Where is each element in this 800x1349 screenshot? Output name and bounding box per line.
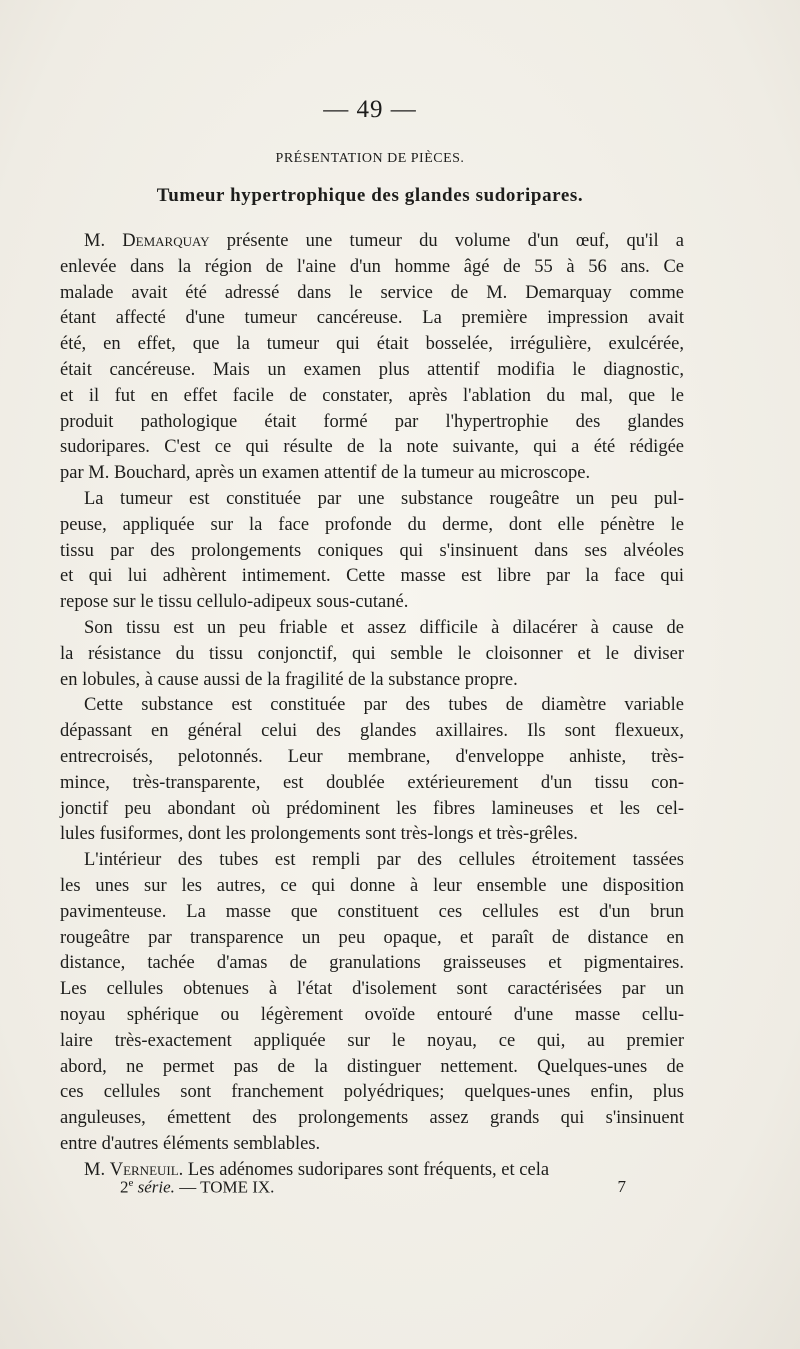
text-line: M. Demarquay présente une tumeur du volume d'un œuf, qu'il a [84,231,685,251]
footer-tome: — TOME IX. [179,1177,275,1197]
text-line: La tumeur est constituée par une substance rougeâtre un peu pul- [84,488,684,509]
paragraph [60,693,684,848]
text-line: enlevée dans la région de l'aine d'un homme âgé de 55 à 56 ans. Ce [60,256,684,277]
text-line: lules fusiformes, dont les prolongements sont très-longs et très-grêles. [60,824,578,845]
text-line: entrecroisés, pelotonnés. Leur membrane, d'enveloppe anhiste, très- [60,746,684,767]
text-line: la résistance du tissu conjonctif, qui semble le cloisonner et le diviser [60,643,684,664]
text-line: jonctif peu abondant où prédominent les fibres lamineuses et les cel- [60,798,684,819]
page-number: — 49 — [323,96,417,123]
text-line: produit pathologique était formé par l'hypertrophie des glandes [60,411,684,432]
section-heading: PRÉSENTATION DE PIÈCES. [275,151,465,166]
text-line: pavimenteuse. La masse que constituent ces cellules est d'un brun [60,901,684,922]
footer-series [120,1177,274,1198]
text-line: étant affecté d'une tumeur cancéreuse. La première impression avait [60,308,684,329]
text-line: entre d'autres éléments semblables. [60,1133,321,1154]
text-line: par M. Bouchard, après un examen attentif de la tumeur au microscope. [60,463,591,484]
text-line: en lobules, à cause aussi de la fragilité de la substance propre. [60,669,518,690]
text-line: malade avait été adressé dans le service de M. Demarquay comme [60,282,684,303]
footer-series-sup: e [128,1177,134,1189]
text-line: et il fut en effet facile de constater, après l'ablation du mal, que le [60,385,684,406]
paragraph [60,848,684,1158]
text-line: rougeâtre par transparence un peu opaque, et paraît de distance en [60,927,684,948]
text-line: était cancéreuse. Mais un examen plus attentif modifia le diagnostic, [60,359,684,380]
paragraph [60,487,684,616]
article-title: Tumeur hypertrophique des glandes sudoripares. [156,185,584,206]
text-line: anguleuses, émettent des prolongements assez grands qui s'insinuent [60,1108,684,1129]
text-line: noyau sphérique ou légèrement ovoïde entouré d'une masse cellu- [60,1004,684,1025]
text-line: Son tissu est un peu friable et assez difficile à dilacérer à cause de [84,617,684,638]
text-line: ces cellules sont franchement polyédriques; quelques-unes enfin, plus [60,1082,684,1103]
text-line: laire très-exactement appliquée sur le noyau, ce qui, au premier [60,1030,684,1051]
text-line: abord, ne permet pas de la distinguer nettement. Quelques-unes de [60,1056,684,1077]
text-line: peuse, appliquée sur la face profonde du derme, dont elle pénètre le [60,514,684,535]
text-line: L'intérieur des tubes est rempli par des cellules étroitement tassées [84,850,684,871]
text-line: les unes sur les autres, ce qui donne à leur ensemble une disposition [60,875,684,896]
text-line: tissu par des prolongements coniques qui s'insinuent dans ses alvéoles [60,540,684,561]
text-line: et qui lui adhèrent intimement. Cette masse est libre par la face qui [60,566,684,587]
body-text [60,229,684,1183]
paragraph [60,616,684,693]
footer-series-number: 2 [120,1177,129,1197]
speaker-name: Demarquay [122,231,210,251]
text-line: été, en effet, que la tumeur qui était bosselée, irrégulière, exulcérée, [60,334,684,355]
text-line: Cette substance est constituée par des tubes de diamètre variable [84,695,684,716]
text-line: dépassant en général celui des glandes axillaires. Ils sont flexueux, [60,721,684,742]
footer-series-word: série. [137,1177,175,1197]
paragraph [60,229,684,487]
speaker-name: Verneuil [109,1159,179,1180]
text-line: distance, tachée d'amas de granulations graisseuses et pigmentaires. [60,953,684,974]
text-line: mince, très-transparente, est doublée extérieurement d'un tissu con- [60,772,684,793]
text-line: Les cellules obtenues à l'état d'isolement sont caractérisées par un [60,979,684,1000]
text-line: sudoripares. C'est ce qui résulte de la note suivante, qui a été rédigée [60,437,684,458]
page-footer [120,1177,626,1198]
text-line: repose sur le tissu cellulo-adipeux sous-cutané. [60,592,409,613]
text-line: M. Verneuil. Les adénomes sudoripares sont fréquents, et cela [84,1159,550,1180]
footer-sheet-number: 7 [617,1177,626,1196]
